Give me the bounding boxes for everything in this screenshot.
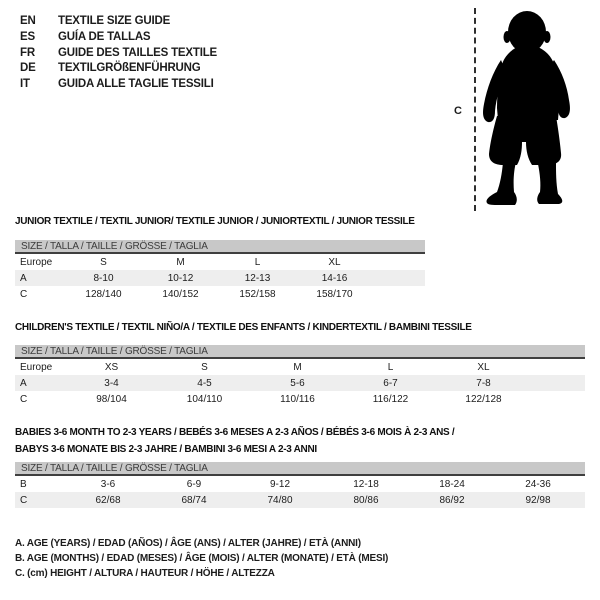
row-label: Europe bbox=[20, 361, 53, 373]
lang-code: FR bbox=[20, 46, 35, 59]
height-measure-dashed-line bbox=[474, 8, 476, 211]
value-cell: 12-18 bbox=[353, 478, 379, 490]
table-row-sizes bbox=[15, 359, 585, 375]
value-cell: 158/170 bbox=[316, 288, 353, 300]
value-cell: 6-7 bbox=[383, 377, 398, 389]
babies-size-table bbox=[15, 462, 585, 508]
section-title-children: CHILDREN'S TEXTILE / TEXTIL NIÑO/A / TEXTILE DES ENFANTS / KINDERTEXTIL / BAMBINI TESSILE bbox=[15, 322, 472, 333]
value-cell: 122/128 bbox=[465, 393, 502, 405]
size-bar-label: SIZE / TALLA / TAILLE / GRÖSSE / TAGLIA bbox=[15, 462, 585, 476]
lang-title: TEXTILE SIZE GUIDE bbox=[58, 15, 171, 27]
value-cell: 4-5 bbox=[197, 377, 212, 389]
lang-title: GUIDE DES TAILLES TEXTILE bbox=[58, 46, 217, 59]
filler-cell bbox=[581, 492, 585, 508]
language-list bbox=[20, 14, 217, 93]
language-row-de bbox=[20, 61, 217, 77]
language-row-es bbox=[20, 30, 217, 46]
lang-title: TEXTILGRÖßENFÜHRUNG bbox=[58, 62, 201, 75]
lang-title: GUÍA DE TALLAS bbox=[58, 30, 151, 43]
table-row-months bbox=[15, 476, 585, 492]
filler-cell bbox=[373, 254, 425, 270]
figure-height-label: C bbox=[454, 105, 462, 117]
lang-code: DE bbox=[20, 62, 36, 75]
row-label: Europe bbox=[20, 256, 53, 268]
footnote-b: B. AGE (MONTHS) / EDAD (MESES) / ÂGE (MOIS) / ALTER (MONATE) / ETÀ (MESI) bbox=[15, 553, 389, 565]
value-cell: 24-36 bbox=[525, 478, 551, 490]
footnote-a: A. AGE (YEARS) / EDAD (AÑOS) / ÂGE (ANS) / ALTER (JAHRE) / ETÀ (ANNI) bbox=[15, 538, 361, 549]
value-cell: 7-8 bbox=[476, 377, 491, 389]
children-size-table bbox=[15, 345, 585, 407]
language-row-en bbox=[20, 14, 217, 30]
value-cell: 14-16 bbox=[321, 272, 348, 284]
footnote-c: C. (cm) HEIGHT / ALTURA / HAUTEUR / HÖHE / ALTEZZA bbox=[15, 568, 275, 580]
size-header-cell: S bbox=[100, 256, 107, 268]
size-bar-label: SIZE / TALLA / TAILLE / GRÖSSE / TAGLIA bbox=[15, 345, 585, 359]
value-cell: 128/140 bbox=[85, 288, 122, 300]
value-cell: 110/116 bbox=[280, 393, 315, 405]
table-row-sizes bbox=[15, 254, 425, 270]
value-cell: 116/122 bbox=[372, 393, 409, 405]
value-cell: 5-6 bbox=[290, 377, 305, 389]
language-row-fr bbox=[20, 46, 217, 62]
row-label: A bbox=[20, 272, 27, 284]
size-header-cell: L bbox=[387, 361, 394, 373]
value-cell: 3-4 bbox=[104, 377, 119, 389]
junior-size-table bbox=[15, 240, 425, 302]
filler-cell bbox=[530, 375, 585, 391]
value-cell: 152/158 bbox=[239, 288, 276, 300]
row-label: B bbox=[20, 478, 27, 490]
value-cell: 86/92 bbox=[439, 494, 465, 506]
row-label: C bbox=[20, 288, 28, 300]
toddler-silhouette-icon bbox=[479, 8, 571, 208]
size-header-cell: XS bbox=[104, 361, 119, 373]
size-bar-label: SIZE / TALLA / TAILLE / GRÖSSE / TAGLIA bbox=[15, 240, 425, 254]
footnotes bbox=[15, 536, 388, 582]
size-header-cell: XL bbox=[328, 256, 341, 268]
value-cell: 80/86 bbox=[353, 494, 379, 506]
value-cell: 140/152 bbox=[162, 288, 199, 300]
value-cell: 98/104 bbox=[96, 393, 127, 405]
table-row-height bbox=[15, 286, 425, 302]
value-cell: 104/110 bbox=[186, 393, 223, 405]
table-row-age bbox=[15, 270, 425, 286]
lang-code: EN bbox=[20, 15, 36, 27]
value-cell: 62/68 bbox=[95, 494, 121, 506]
value-cell: 18-24 bbox=[439, 478, 465, 490]
value-cell: 8-10 bbox=[93, 272, 114, 284]
filler-cell bbox=[581, 476, 585, 492]
size-header-cell: S bbox=[201, 361, 208, 373]
filler-cell bbox=[530, 391, 585, 407]
lang-code: IT bbox=[20, 78, 30, 91]
size-header-cell: L bbox=[254, 256, 261, 268]
table-row-height bbox=[15, 391, 585, 407]
section-title-junior: JUNIOR TEXTILE / TEXTIL JUNIOR/ TEXTILE JUNIOR / JUNIORTEXTIL / JUNIOR TESSILE bbox=[15, 216, 415, 227]
filler-cell bbox=[373, 270, 425, 286]
value-cell: 9-12 bbox=[269, 478, 290, 490]
section-title-babies-line1: BABIES 3-6 MONTH TO 2-3 YEARS / BEBÉS 3-6 MESES A 2-3 AÑOS / BÉBÉS 3-6 MOIS À 2-3 ANS / bbox=[15, 427, 455, 438]
value-cell: 3-6 bbox=[100, 478, 116, 490]
value-cell: 10-12 bbox=[167, 272, 194, 284]
filler-cell bbox=[530, 359, 585, 375]
value-cell: 12-13 bbox=[244, 272, 271, 284]
value-cell: 6-9 bbox=[186, 478, 202, 490]
row-label: A bbox=[20, 377, 27, 389]
table-row-age bbox=[15, 375, 585, 391]
row-label: C bbox=[20, 494, 28, 506]
section-title-babies bbox=[15, 425, 454, 458]
size-header-cell: M bbox=[293, 361, 302, 373]
filler-cell bbox=[373, 286, 425, 302]
row-label: C bbox=[20, 393, 28, 405]
language-row-it bbox=[20, 77, 217, 93]
value-cell: 74/80 bbox=[267, 494, 293, 506]
value-cell: 92/98 bbox=[525, 494, 551, 506]
lang-code: ES bbox=[20, 30, 35, 43]
lang-title: GUIDA ALLE TAGLIE TESSILI bbox=[58, 78, 214, 91]
table-row-height bbox=[15, 492, 585, 508]
size-header-cell: M bbox=[176, 256, 185, 268]
section-title-babies-line2: BABYS 3-6 MONATE BIS 2-3 JAHRE / BAMBINI 3-6 MESI A 2-3 ANNI bbox=[15, 443, 317, 455]
size-header-cell: XL bbox=[477, 361, 490, 373]
value-cell: 68/74 bbox=[181, 494, 207, 506]
